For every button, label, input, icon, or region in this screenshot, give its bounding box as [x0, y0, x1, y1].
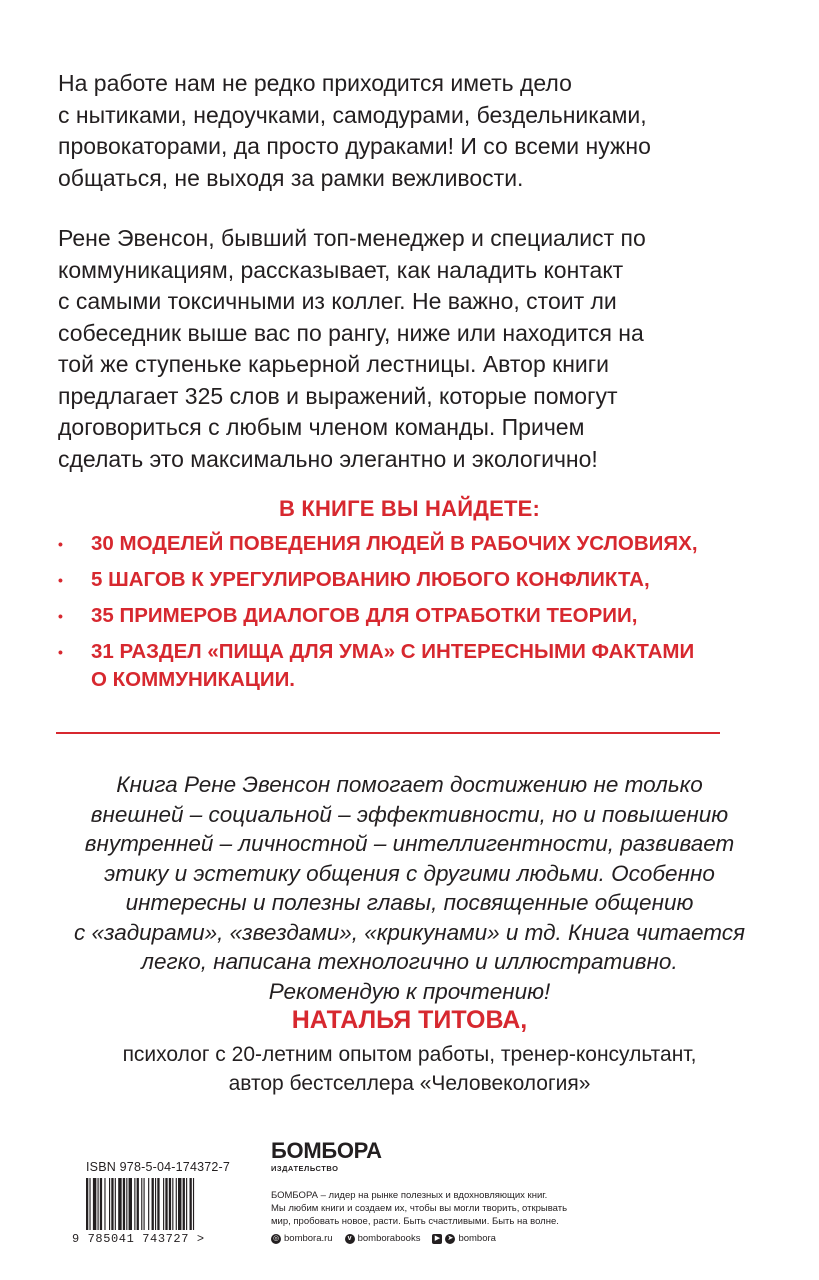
bullet-icon: • — [58, 644, 63, 660]
intro-line: той же ступеньке карьерной лестницы. Автор книги — [58, 351, 609, 377]
barcode-bar — [100, 1178, 102, 1230]
barcode-bar — [98, 1178, 99, 1230]
quote-line: Рекомендую к прочтению! — [268, 978, 551, 1004]
barcode-number: 9 785041 743727 > — [72, 1232, 205, 1246]
barcode-bar — [129, 1178, 132, 1230]
barcode-bar — [111, 1178, 113, 1230]
social-site[interactable] — [271, 1233, 333, 1244]
intro-line: Рене Эвенсон, бывший топ-менеджер и специалист по — [58, 225, 646, 251]
publisher-description — [271, 1189, 631, 1228]
barcode-bar — [148, 1178, 149, 1230]
intro-paragraph-1 — [58, 68, 738, 194]
list-item — [58, 602, 758, 630]
features-list — [58, 530, 758, 702]
intro-line: сделать это максимально элегантно и экологично! — [58, 445, 598, 472]
bullet-icon: • — [58, 536, 63, 552]
quote-line: легко, написана технологично и иллюстративно. — [141, 949, 678, 974]
intro-line: коммуникациям, рассказывает, как наладить контакт — [58, 256, 624, 283]
publisher-text-line: мир, пробовать новое, расти. Быть счастливыми. Быть на волне. — [271, 1216, 559, 1227]
social-site-label: bombora.ru — [284, 1233, 333, 1244]
barcode-bar — [176, 1178, 177, 1230]
intro-paragraph-2 — [58, 223, 738, 475]
review-quote — [0, 770, 819, 1006]
bullet-icon: • — [58, 608, 63, 624]
barcode-bars-icon — [86, 1178, 238, 1232]
barcode-bar — [157, 1178, 159, 1230]
barcode-bar — [104, 1178, 105, 1230]
youtube-icon: ▶ — [432, 1234, 442, 1244]
barcode-bar — [163, 1178, 164, 1230]
social-vk-label: bomborabooks — [357, 1233, 421, 1244]
barcode-bar — [134, 1178, 135, 1230]
barcode-bar — [126, 1178, 127, 1230]
feature-text: 5 ШАГОВ К УРЕГУЛИРОВАНИЮ ЛЮБОГО КОНФЛИКТА, — [91, 568, 650, 591]
intro-line: с нытиками, недоучками, самодурами, бездельниками, — [58, 101, 647, 128]
telegram-icon: ➤ — [445, 1234, 455, 1244]
intro-line: договориться с любым членом команды. Причем — [58, 414, 585, 440]
social-vk[interactable] — [345, 1233, 421, 1244]
publisher-subtitle: ИЗДАТЕЛЬСТВО — [271, 1164, 339, 1173]
barcode-bar — [186, 1178, 187, 1230]
divider — [56, 732, 720, 734]
social-tg-label: bombora — [458, 1233, 496, 1244]
feature-text: 35 ПРИМЕРОВ ДИАЛОГОВ ДЛЯ ОТРАБОТКИ ТЕОРИИ, — [91, 604, 638, 627]
bullet-icon: • — [58, 572, 63, 588]
feature-text: 31 РАЗДЕЛ «ПИЩА ДЛЯ УМА» С ИНТЕРЕСНЫМИ ФАКТАМИ — [91, 640, 695, 663]
list-item — [58, 530, 758, 558]
barcode-bar — [144, 1178, 145, 1230]
author-name: НАТАЛЬЯ ТИТОВА, — [291, 1006, 528, 1034]
barcode-bar — [109, 1178, 110, 1230]
publisher-text-line: БОМБОРА – лидер на рынке полезных и вдохновляющих книг. — [271, 1190, 548, 1201]
intro-line: предлагает 325 слов и выражений, которые помогут — [58, 382, 618, 409]
author-desc-line: психолог с 20-летним опытом работы, тренер-консультант, — [122, 1043, 697, 1066]
social-links — [271, 1233, 631, 1244]
publisher-logo: БОМБОРА — [271, 1138, 382, 1163]
intro-line: общаться, не выходя за рамки вежливости. — [58, 164, 524, 191]
quote-line: с «задирами», «звездами», «крикунами» и тд. Книга читается — [73, 919, 746, 945]
barcode-bar — [193, 1178, 194, 1230]
barcode-bar — [118, 1178, 121, 1230]
intro-line: с самыми токсичными из коллег. Не важно, стоит ли — [58, 288, 617, 314]
barcode-bar — [165, 1178, 167, 1230]
barcode-bar — [137, 1178, 139, 1230]
quote-line: внутренней – личностной – интеллигентности, развивает — [84, 831, 735, 856]
list-item — [58, 566, 758, 594]
barcode-bar — [86, 1178, 88, 1230]
instagram-icon: ◎ — [272, 1234, 280, 1242]
barcode-bar — [152, 1178, 154, 1230]
intro-line: собеседник выше вас по рангу, ниже или находится на — [58, 319, 644, 346]
vk-icon: v — [345, 1234, 355, 1244]
author-description — [0, 1040, 819, 1098]
feature-text: 30 МОДЕЛЕЙ ПОВЕДЕНИЯ ЛЮДЕЙ В РАБОЧИХ УСЛОВИЯХ, — [91, 532, 698, 555]
features-title: В КНИГЕ ВЫ НАЙДЕТЕ: — [278, 496, 541, 521]
barcode-bar — [141, 1178, 142, 1230]
barcode-bar — [115, 1178, 116, 1230]
social-telegram[interactable] — [432, 1233, 496, 1244]
publisher-block — [271, 1140, 631, 1244]
quote-line: этику и эстетику общения с другими людьми. Особенно — [104, 860, 715, 886]
barcode-bar — [155, 1178, 156, 1230]
barcode-bar — [169, 1178, 171, 1230]
barcode — [72, 1160, 238, 1250]
intro-line: провокаторами, да просто дураками! И со всеми нужно — [58, 133, 651, 159]
quote-line: Книга Рене Эвенсон помогает достижению не только — [116, 772, 703, 797]
feature-text: О КОММУНИКАЦИИ. — [91, 668, 295, 691]
quote-line: интересны и полезны главы, посвященные общению — [125, 890, 694, 915]
barcode-bar — [178, 1178, 181, 1230]
author-desc-line: автор бестселлера «Человекология» — [228, 1072, 591, 1095]
barcode-bar — [123, 1178, 125, 1230]
publisher-text-line: Мы любим книги и создаем их, чтобы вы могли творить, открывать — [271, 1203, 568, 1214]
quote-line: внешней – социальной – эффективности, но и повышению — [90, 801, 729, 827]
barcode-bar — [93, 1178, 96, 1230]
barcode-bar — [183, 1178, 185, 1230]
intro-line: На работе нам не редко приходится иметь дело — [58, 70, 572, 96]
isbn-label: ISBN 978-5-04-174372-7 — [86, 1160, 231, 1174]
barcode-bar — [190, 1178, 192, 1230]
barcode-bar — [89, 1178, 90, 1230]
list-item — [58, 638, 758, 694]
barcode-bar — [172, 1178, 173, 1230]
